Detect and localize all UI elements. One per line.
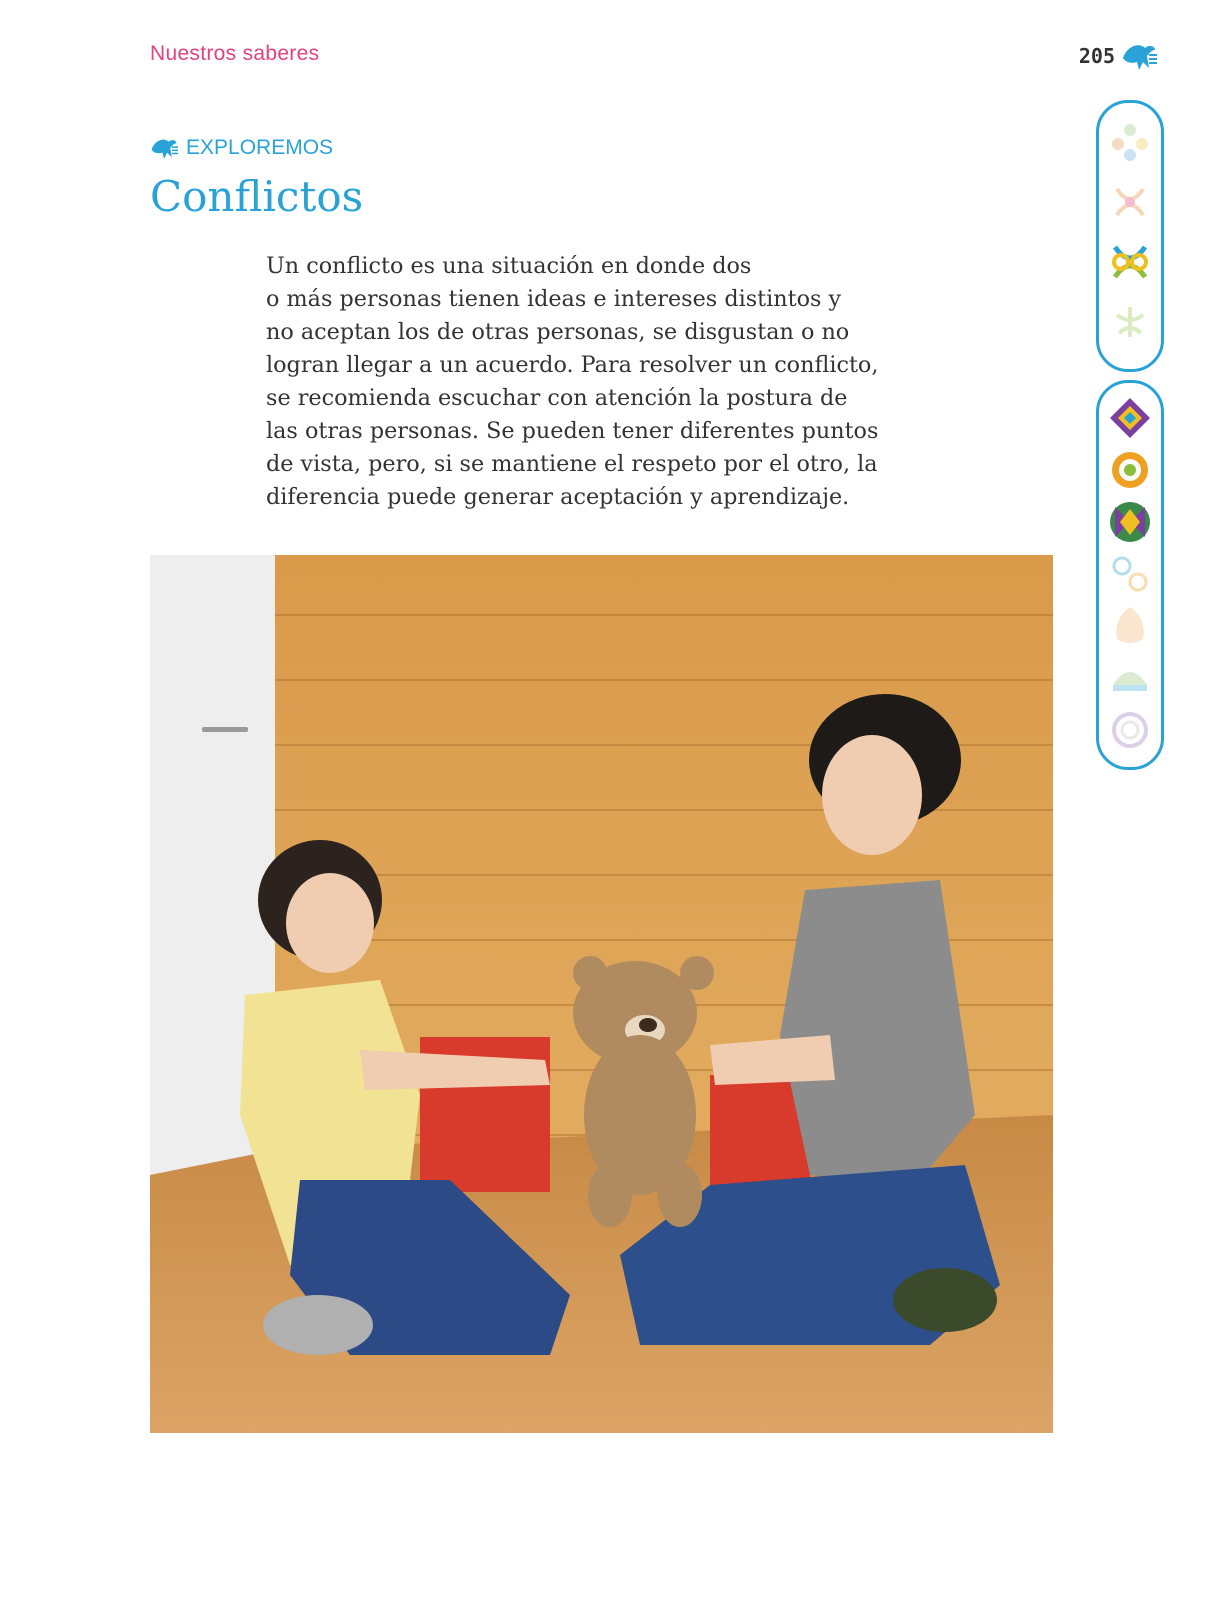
header-section-name: Nuestros saberes xyxy=(150,42,320,65)
campo-formativo-3-icon xyxy=(1107,239,1153,285)
eje-7-icon xyxy=(1107,707,1153,753)
campo-formativo-1-icon xyxy=(1107,119,1153,165)
eje-1-icon xyxy=(1107,395,1153,441)
body-line: o más personas tienen ideas e intereses distintos y xyxy=(266,286,842,312)
eje-5-icon xyxy=(1107,603,1153,649)
body-line: las otras personas. Se pueden tener diferentes puntos xyxy=(266,418,879,444)
eje-4-icon xyxy=(1107,551,1153,597)
eje-3-icon xyxy=(1107,499,1153,545)
section-label-text: EXPLOREMOS xyxy=(186,136,334,159)
body-line: logran llegar a un acuerdo. Para resolver un conflicto, xyxy=(266,352,879,378)
body-line: de vista, pero, si se mantiene el respeto por el otro, la xyxy=(266,451,878,477)
eje-6-icon xyxy=(1107,655,1153,701)
side-nav-campos xyxy=(1096,100,1164,372)
side-nav-ejes xyxy=(1096,380,1164,770)
eje-2-icon xyxy=(1107,447,1153,493)
bird-logo-icon xyxy=(1119,38,1159,74)
body-paragraph xyxy=(266,250,956,514)
body-line: no aceptan los de otras personas, se disgustan o no xyxy=(266,319,850,345)
section-label xyxy=(148,134,333,162)
body-line: Un conflicto es una situación en donde dos xyxy=(266,253,752,279)
body-line: se recomienda escuchar con atención la postura de xyxy=(266,385,848,411)
campo-formativo-4-icon xyxy=(1107,299,1153,345)
bird-section-icon xyxy=(148,134,180,162)
body-line: diferencia puede generar aceptación y aprendizaje. xyxy=(266,484,850,510)
campo-formativo-2-icon xyxy=(1107,179,1153,225)
page-number: 205 xyxy=(1078,44,1115,68)
photo-children-teddy-bear xyxy=(150,555,1053,1433)
page-title: Conflictos xyxy=(150,172,364,221)
